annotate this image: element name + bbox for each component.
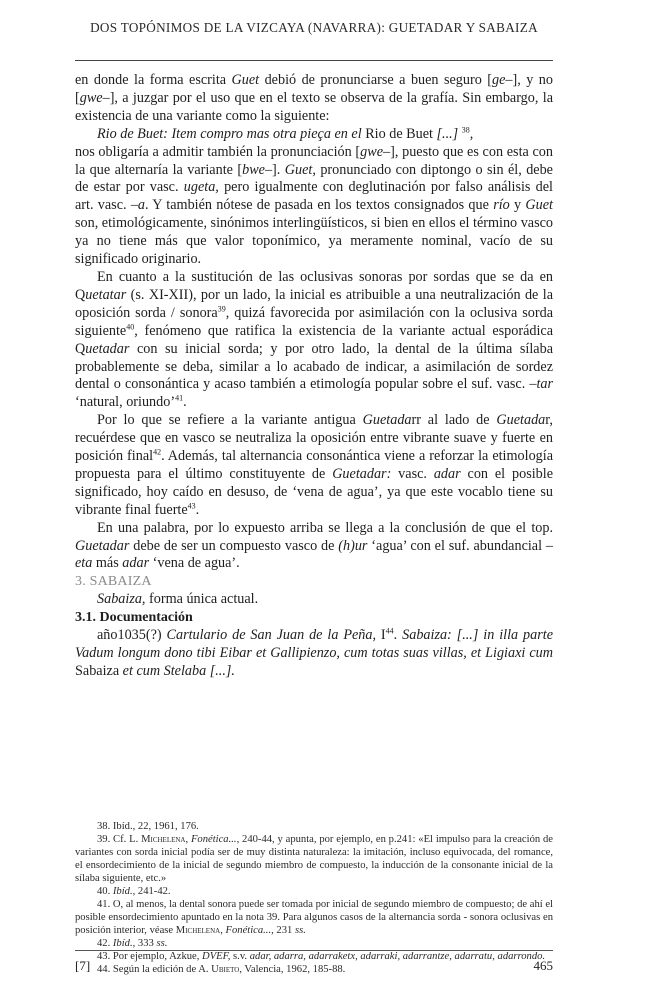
paragraph-5: En una palabra, por lo expuesto arriba se llega a la conclusión de que el top. Guetadar debe de ser un compuesto vasco de (h)ur ‘agua’ con el suf. abundancial –eta más adar ‘vena de agua’. [75,519,553,572]
documentation-entry: año1035(?) Cartulario de San Juan de la Peña, $I^{44}$. Sabaiza: [...] in illa parte Vadum longum dono tibi Eibar et Gallipienzo, cum totas suas villas, et Ligiaxi cum Sabaiza et cum Stelaba [...]. [75,626,553,679]
footnote: 40. Ibíd., 241-42. [97,886,171,897]
footnote: 42. Ibíd., 333 ss. [97,938,168,949]
paragraph-2: nos obligaría a admitir también la pronunciación [gwe–], puesto que es con esta con la que alternaría la variante [bwe–]. Guet, pronunciado con diptongo o sin él, debe de estar por vasc. ugeta, pero igualmente con deglutinación por falso análisis del art. vasc. –a. Y también nótese de pasada en los textos consignados que río y Guet son, etimológicamente, sinónimos interlingüísticos, si bien en ellos el término vasco ya no tiene más que valor toponímico, ya meramente nominal, vacío de su significado originario. [75,143,554,268]
footnotes [75,820,553,976]
running-header: DOS TOPÓNIMOS DE LA VIZCAYA (NAVARRA): GUETADAR Y SABAIZA [90,20,538,35]
footnote: 44. Según la edición de A. Ubieto, Valencia, 1962, 185-88. [97,964,346,975]
footnote: 41. O, al menos, la dental sonora puede ser tomada por inicial de segundo miembro de compuesto; de ahí el posible ensordecimiento apuntado en la nota 39. Para algunos casos de la alternancia sorda - sonora oclusivas en posición interior, véase Michelena, Fonética..., 231 ss. [75,899,553,936]
chapter-page-number: [7] [75,958,91,973]
paragraph-1: en donde la forma escrita Guet debió de pronunciarse a buen seguro [ge–], y no [gwe–], a juzgar por el uso que en el texto se observa de la grafía. Sin embargo, la existencia de una variante como la siguiente: [75,72,553,124]
header-rule [75,60,553,61]
footnote: 38. Ibíd., 22, 1961, 176. [97,821,199,832]
main-text [75,72,553,681]
footnote: 43. Por ejemplo, Azkue, DVEF, s.v. adar, adarra, adarraketx, adarraki, adarrantze, adarratu, adarrondo. [97,951,546,962]
section-intro: Sabaiza, forma única actual. [97,591,259,608]
section-heading: 3. SABAIZA [75,574,152,590]
quoted-document-line: Rio de Buet: Item compro mas otra pieça en el Rio de Buet [...] $^{38}$, [97,124,474,142]
paragraph-3: En cuanto a la sustitución de las oclusivas sonoras por sordas que se da en Quetatar (s. XI-XII), por un lado, la inicial es atribuible a una neutralización de la oposición sorda / sonora$^{39}$, quizá favorecida por asimilación con la oclusiva sorda siguiente$^{40}$, fenómeno que ratifica la existencia de la variante actual esporádica Quetadar con su inicial sorda; y por otro lado, la dental de la última sílaba probablemente se deba, similar a lo acabado de indicar, a asimilación de sordez dental o consonántica y acaso también a etimología popular sobre el suf. vasc. –tar ‘natural, oriundo’$^{41}$. [75,268,554,411]
subsection-heading: 3.1. Documentación [75,610,193,626]
paragraph-4: Por lo que se refiere a la variante antigua Guetadarr al lado de Guetadar, recuérdese que en vasco se neutraliza la oposición entre vibrante suave y fuerte en posición final$^{42}$. Además, tal alternancia consonántica viene a reforzar la etimología propuesta para el último constituyente de Guetadar: vasc. adar con el posible significado, hoy caído en desuso, de ‘vena de agua’, ya que este vocablo tiene su vibrante final fuerte$^{43}$. [75,412,553,518]
footnote: 39. Cf. L. Michelena, Fonética..., 240-44, y apunta, por ejemplo, en p.241: «El impulso para la creación de variantes con sorda inicial podía ser de muy distinta naturaleza: la imitación, incluso equivocada, del romance, el ensordecimiento de la inicial de segundo miembro de compuesto, la inducción de la consonante inicial de la sílaba siguiente, etc.» [75,834,553,884]
footer-rule [75,950,553,951]
page-number: 465 [533,958,553,973]
